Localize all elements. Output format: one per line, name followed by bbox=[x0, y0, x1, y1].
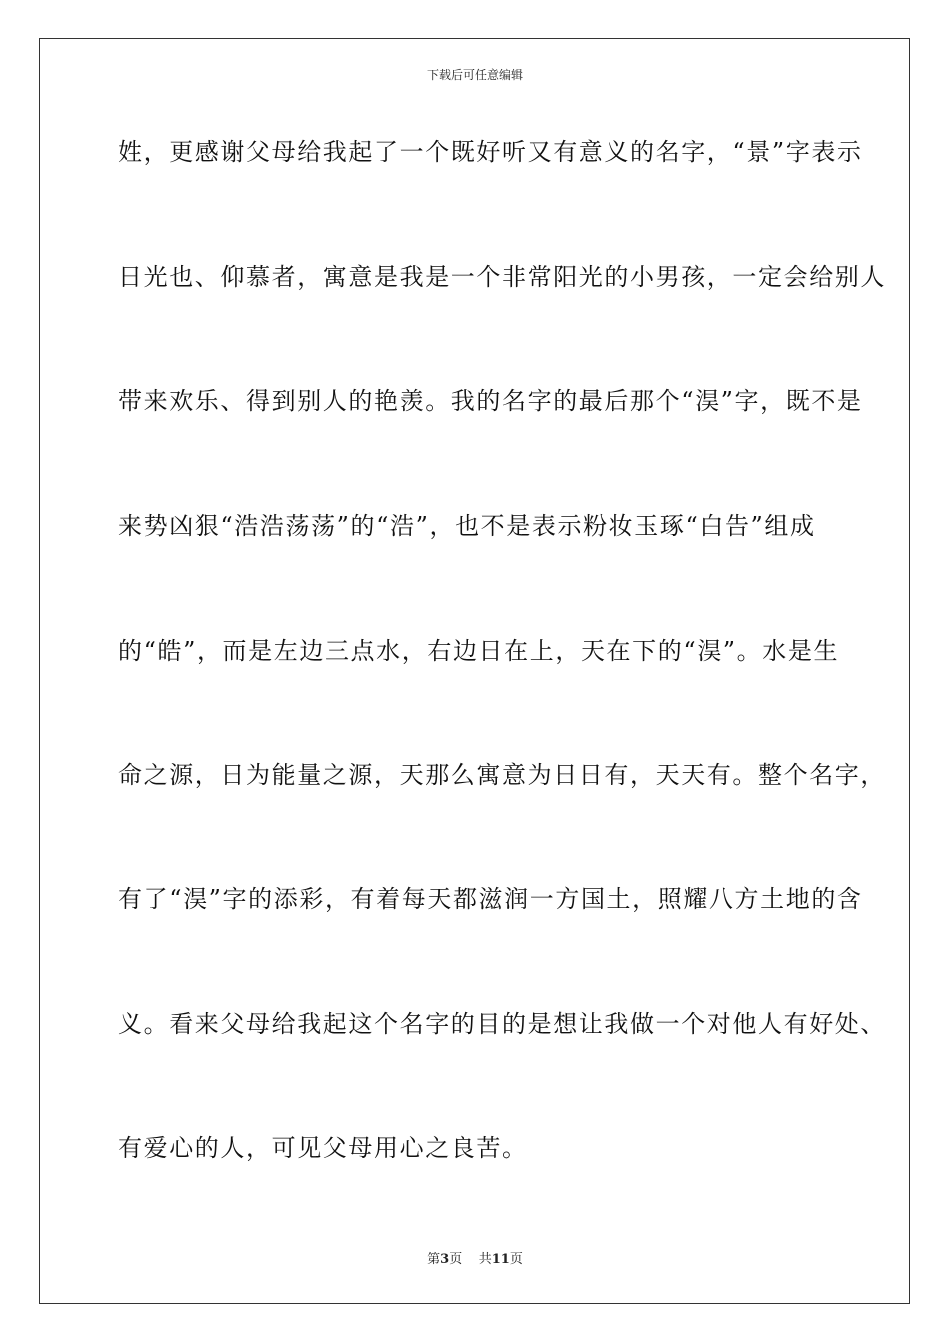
page-suffix: 页 bbox=[449, 1252, 463, 1267]
body-line-3: 带来欢乐、得到别人的艳羡。我的名字的最后那个“淏”字，既不是 bbox=[118, 387, 863, 415]
body-line-5: 的“皓”，而是左边三点水，右边日在上，天在下的“淏”。水是生 bbox=[118, 637, 840, 665]
page-border bbox=[39, 38, 910, 1304]
body-line-2: 日光也、仰慕者，寓意是我是一个非常阳光的小男孩，一定会给别人 bbox=[118, 263, 886, 291]
page-total: 11 bbox=[491, 1252, 510, 1267]
page-prefix: 第 bbox=[427, 1252, 441, 1267]
body-line-6: 命之源，日为能量之源，天那么寓意为日日有，天天有。整个名字， bbox=[118, 761, 886, 789]
body-line-4: 来势凶狠“浩浩荡荡”的“浩”，也不是表示粉妆玉琢“白告”组成 bbox=[118, 512, 816, 540]
body-line-1: 姓，更感谢父母给我起了一个既好听又有意义的名字，“景”字表示 bbox=[118, 138, 863, 166]
page-footer bbox=[0, 1248, 950, 1267]
body-line-7: 有了“淏”字的添彩，有着每天都滋润一方国土，照耀八方土地的含 bbox=[118, 885, 863, 913]
body-line-9: 有爱心的人，可见父母用心之良苦。 bbox=[118, 1134, 528, 1162]
page-current: 3 bbox=[440, 1252, 450, 1267]
total-suffix: 页 bbox=[509, 1252, 523, 1267]
body-line-8: 义。看来父母给我起这个名字的目的是想让我做一个对他人有好处、 bbox=[118, 1010, 886, 1038]
header-note: 下载后可任意编辑 bbox=[426, 68, 523, 82]
total-prefix: 共 bbox=[478, 1252, 492, 1267]
